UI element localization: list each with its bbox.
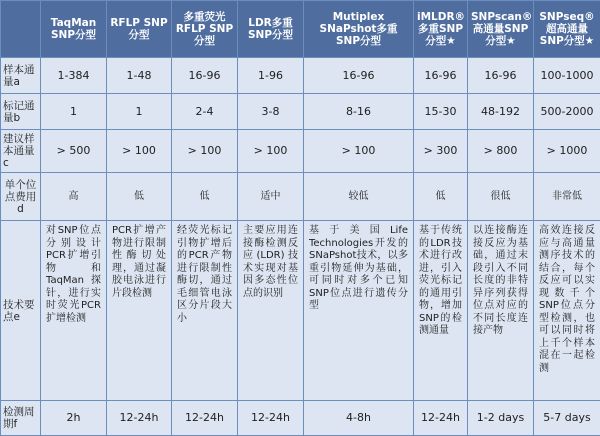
row-label-marker-throughput: 标记通量b <box>1 94 41 130</box>
row-label-sample-throughput: 样本通量a <box>1 58 41 94</box>
table-row <box>1 130 600 173</box>
table-cell: 100-1000 <box>534 58 600 94</box>
table-cell: 1-2 days <box>468 401 534 436</box>
table-cell: 12-24h <box>172 401 238 436</box>
table-cell: 12-24h <box>107 401 172 436</box>
table-cell: 2-4 <box>172 94 238 130</box>
header-snapshot: Mutiplex SNaPshot多重 SNP分型 <box>304 1 414 58</box>
table-cell: 1-96 <box>238 58 304 94</box>
table-cell: 很低 <box>468 173 534 221</box>
table-cell: > 100 <box>107 130 172 173</box>
table-cell: 对SNP位点分别设计PCR扩增引物和TaqMan探针，进行实时荧光PCR扩增检测 <box>41 221 107 401</box>
table-cell: > 300 <box>414 130 468 173</box>
table-cell: 1 <box>107 94 172 130</box>
table-row <box>1 401 600 436</box>
table-cell: 较低 <box>304 173 414 221</box>
table-cell: 5-7 days <box>534 401 600 436</box>
table-cell: 16-96 <box>172 58 238 94</box>
table-cell: 低 <box>107 173 172 221</box>
header-ldr: LDR多重 SNP分型 <box>238 1 304 58</box>
table-cell: 8-16 <box>304 94 414 130</box>
table-cell: 16-96 <box>414 58 468 94</box>
table-cell: 12-24h <box>238 401 304 436</box>
table-cell: > 800 <box>468 130 534 173</box>
table-cell: 1-48 <box>107 58 172 94</box>
header-snpseq: SNPseq®超高通量SNP分型★ <box>534 1 600 58</box>
table-cell: > 100 <box>304 130 414 173</box>
table-cell: 16-96 <box>468 58 534 94</box>
table-cell: 2h <box>41 401 107 436</box>
table-cell: 主要应用连接酶检测反应(LDR)技术实现对基因多态性位点的识别 <box>238 221 304 401</box>
header-row <box>1 1 600 58</box>
table-row <box>1 221 600 401</box>
header-taqman: TaqMan SNP分型 <box>41 1 107 58</box>
table-row <box>1 58 600 94</box>
table-cell: 经荧光标记引物扩增后的PCR产物进行限制性酶切，通过毛细管电泳区分片段大小 <box>172 221 238 401</box>
table-cell: 高效连接反应与高通量测序技术的结合，每个反应可以实现数千个SNP位点分型检测，也可以同时将上千个样本混在一起检测 <box>534 221 600 401</box>
table-cell: 非常低 <box>534 173 600 221</box>
header-imldr: iMLDR®多重SNP分型★ <box>414 1 468 58</box>
row-label-technical-points: 技术要点e <box>1 221 41 401</box>
table-cell: 基于美国Life Technologies开发的SNaPshot技术，以多重引物延伸为基础，可同时对多个已知SNP位点进行遗传分型 <box>304 221 414 401</box>
table-cell: > 100 <box>172 130 238 173</box>
table-cell: 3-8 <box>238 94 304 130</box>
table-cell: 4-8h <box>304 401 414 436</box>
table-cell: PCR扩增产物进行限制性酶切处理，通过凝胶电泳进行片段检测 <box>107 221 172 401</box>
header-corner <box>1 1 41 58</box>
row-label-suggested-sample-throughput: 建议样本通量c <box>1 130 41 173</box>
table-cell: 以连接酶连接反应为基础，通过末段引入不同长度的非特异序列获得位点对应的不同长度连接产物 <box>468 221 534 401</box>
table-cell: > 1000 <box>534 130 600 173</box>
header-rflp: RFLP SNP分型 <box>107 1 172 58</box>
table-cell: 适中 <box>238 173 304 221</box>
table-cell: 1-384 <box>41 58 107 94</box>
row-label-cost-per-site: 单个位点费用d <box>1 173 41 221</box>
row-label-detection-cycle: 检测周期f <box>1 401 41 436</box>
table-row <box>1 94 600 130</box>
header-multi-rflp: 多重荧光 RFLP SNP分型 <box>172 1 238 58</box>
table-cell: 500-2000 <box>534 94 600 130</box>
header-snpscan: SNPscan®高通量SNP分型★ <box>468 1 534 58</box>
table-cell: 低 <box>414 173 468 221</box>
table-cell: 15-30 <box>414 94 468 130</box>
table-cell: 低 <box>172 173 238 221</box>
table-row <box>1 173 600 221</box>
table-cell: > 500 <box>41 130 107 173</box>
table-cell: 高 <box>41 173 107 221</box>
table-cell: 16-96 <box>304 58 414 94</box>
table-cell: 1 <box>41 94 107 130</box>
table-cell: 48-192 <box>468 94 534 130</box>
table-cell: 12-24h <box>414 401 468 436</box>
table-cell: 基于传统的LDR技术进行改进，引入荧光标记的通用引物，增加SNP的检测通量 <box>414 221 468 401</box>
table-cell: > 100 <box>238 130 304 173</box>
